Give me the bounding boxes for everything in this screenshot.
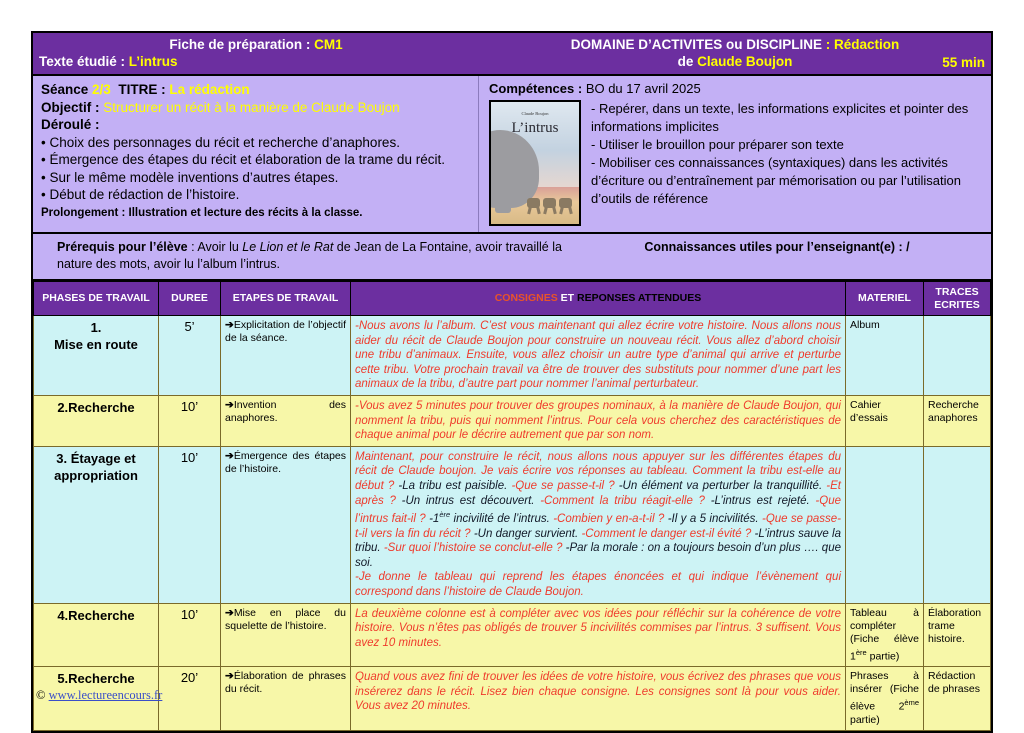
auteur-value: Claude Boujon — [697, 54, 793, 69]
table-row — [34, 667, 991, 731]
col-header-consignes — [351, 282, 846, 316]
prereq-text-2: de Jean de La Fontaine, avoir travaillé la nature des mots, avoir lu l’album l’intrus. — [57, 240, 562, 271]
texte-line — [39, 53, 473, 70]
cell-materiel: Tableau à compléter (Fiche élève 1ère partie) — [846, 603, 924, 667]
consigne-segment: -Un élément va perturber la tranquillité. — [618, 479, 827, 492]
dog-icon — [559, 198, 572, 208]
consigne-segment: -Sur quoi l’histoire se conclut-elle ? — [383, 542, 566, 555]
cell-consignes — [351, 316, 846, 396]
consigne-segment: -Que se passe-t-il vers la fin du récit ? — [355, 512, 841, 540]
cell-etape: ➔Élaboration de phrases du récit. — [221, 667, 351, 731]
sheet-header — [33, 33, 991, 76]
prereq-text-1: : Avoir lu — [187, 240, 243, 254]
domaine-line — [485, 36, 985, 53]
table-row — [34, 446, 991, 603]
footer — [36, 688, 162, 703]
cell-materiel: Album — [846, 316, 924, 396]
arrow-icon: ➔ — [225, 398, 234, 411]
dog-icon — [527, 198, 540, 208]
header-right — [479, 33, 991, 74]
competences-label: Compétences : — [489, 81, 586, 96]
consigne-segment: -Nous avons lu l’album. C’est vous maintenant qui allez écrire votre histoire. Nous allons nous aider du récit de Claude Boujon pour construire un nouveau récit. Vous allez d’abord choisir une tribu d’animaux. Ensuite, vous allez choisir un autre type d’animal qui arrive et perturbe cette tribu. Votre prochain travail va être de trouver des substituts pour nommer d’une part les animaux de la tribu, d’autre part pour nommer l’animal perturbateur. — [355, 320, 841, 391]
lesson-plan-sheet — [31, 31, 993, 733]
seance-value: 2/3 — [92, 82, 111, 97]
info-right — [479, 76, 991, 232]
deroule-item: • Sur le même modèle inventions d’autres étapes. — [41, 169, 339, 185]
deroule-label: Déroulé : — [41, 117, 100, 132]
objectif-line — [41, 99, 470, 117]
cell-phase: 1. Mise en route — [34, 316, 159, 396]
prolongement-text: Prolongement : Illustration et lecture des récits à la classe. — [41, 206, 363, 219]
cell-duree: 10’ — [159, 395, 221, 446]
header-left — [33, 33, 479, 74]
cell-trace — [924, 316, 991, 396]
domaine-label: DOMAINE D’ACTIVITES ou DISCIPLINE — [570, 37, 826, 52]
col-header-phases: PHASES DE TRAVAIL — [34, 282, 159, 316]
consigne-segment: -1ère incivilité de l’intrus. — [429, 510, 554, 525]
competences-value: BO du 17 avril 2025 — [585, 81, 701, 96]
texte-label: Texte étudié : — [39, 54, 129, 69]
cell-materiel — [846, 446, 924, 603]
table-row — [34, 603, 991, 667]
consigne-segment: -Comment le danger est-il évité ? — [581, 527, 755, 540]
prereq-italic-title: Le Lion et le Rat — [242, 240, 334, 254]
fiche-value: CM1 — [314, 37, 343, 52]
cell-trace: Recherche anaphores — [924, 395, 991, 446]
deroule-list — [41, 134, 470, 204]
competences-list — [591, 100, 983, 226]
consigne-segment: -Un intrus est découvert. — [401, 494, 541, 507]
table-row — [34, 316, 991, 396]
cell-duree: 5’ — [159, 316, 221, 396]
consigne-segment: -Il y a 5 incivilités. — [667, 512, 762, 525]
auteur-line — [485, 53, 985, 70]
cover-author: Claude Boujon — [521, 111, 549, 116]
consigne-segment: -Combien y en-a-t-il ? — [553, 512, 668, 525]
copyright-symbol: © — [36, 688, 46, 702]
cell-consignes — [351, 603, 846, 667]
deroule-item: • Émergence des étapes du récit et élaboration de la trame du récit. — [41, 152, 445, 167]
cell-consignes — [351, 446, 846, 603]
consigne-segment: -Un danger survient. — [473, 527, 582, 540]
table-body — [34, 316, 991, 731]
domaine-value: Rédaction — [834, 37, 900, 52]
seance-line — [41, 81, 470, 99]
table-row — [34, 395, 991, 446]
lesson-steps-table — [33, 281, 991, 731]
consigne-segment: -Et après ? — [355, 479, 841, 507]
arrow-icon: ➔ — [225, 670, 234, 683]
cell-materiel: Cahier d’essais — [846, 395, 924, 446]
consignes-rest-word: REPONSES ATTENDUES — [577, 292, 702, 305]
consigne-segment: -Je donne le tableau qui reprend les étapes énoncées et qui indique l’évènement qui correspond dans l’histoire de Claude Boujon. — [355, 571, 841, 598]
cell-duree: 20’ — [159, 667, 221, 731]
consignes-et-word: ET — [557, 292, 577, 305]
cell-etape: ➔Mise en place du squelette de l’histoire. — [221, 603, 351, 667]
deroule-item: • Choix des personnages du récit et recherche d’anaphores. — [41, 134, 400, 150]
competence-item: - Repérer, dans un texte, les informations explicites et pointer des informations implicites — [591, 101, 969, 134]
col-header-etapes: ETAPES DE TRAVAIL — [221, 282, 351, 316]
dog-icon — [543, 198, 556, 208]
cell-duree: 10’ — [159, 603, 221, 667]
consigne-segment: -L’intrus est rejeté. — [710, 494, 816, 507]
texte-value: L’intrus — [128, 54, 178, 69]
book-cover-image — [489, 100, 581, 226]
competence-item: - Mobiliser ces connaissances (syntaxiques) dans les activités d’écriture ou d’entraînement par mémorisation ou par l’utilisation d’outils de référence — [591, 155, 961, 206]
cell-etape: ➔Explicitation de l’objectif de la séance. — [221, 316, 351, 396]
cell-materiel: Phrases à insérer (Fiche élève 2ème partie) — [846, 667, 924, 731]
consigne-segment: -La tribu est paisible. — [398, 479, 512, 492]
consigne-segment: -Que se passe-t-il ? — [511, 479, 619, 492]
col-header-duree: DUREE — [159, 282, 221, 316]
competence-item: - Utiliser le brouillon pour préparer son texte — [591, 137, 844, 152]
teacher-knowledge-text: Connaissances utiles pour l’enseignant(e) : / — [644, 240, 910, 254]
fiche-line — [39, 36, 473, 53]
prerequisites-band — [33, 234, 991, 281]
duree-totale: 55 min — [942, 55, 985, 70]
auteur-label: de — [677, 54, 698, 69]
cell-etape: ➔Émergence des étapes de l’histoire. — [221, 446, 351, 603]
competences-body — [489, 100, 983, 226]
col-header-traces: TRACES ECRITES — [924, 282, 991, 316]
objectif-label: Objectif : — [41, 99, 104, 115]
cell-trace — [924, 446, 991, 603]
consigne-segment: Quand vous avez fini de trouver les idées de votre histoire, vous écrivez des phrases que vous insérerez dans le récit. Lisez bien chaque consigne. Les consignes sont là pour vous aider. Vous avez 20 minutes. — [355, 671, 841, 713]
titre-value: La rédaction — [169, 82, 250, 97]
domaine-sep: : — [825, 37, 834, 52]
objectif-value: Structurer un récit à la manière de Claude Boujon — [103, 99, 400, 115]
info-left — [33, 76, 479, 232]
seance-label: Séance — [41, 82, 93, 97]
consigne-segment: -Comment la tribu réagit-elle ? — [540, 494, 711, 507]
cell-consignes — [351, 395, 846, 446]
cell-trace: Élaboration trame histoire. — [924, 603, 991, 667]
cell-phase: 4.Recherche — [34, 603, 159, 667]
col-header-materiel: MATERIEL — [846, 282, 924, 316]
fiche-label: Fiche de préparation : — [169, 37, 315, 52]
cell-phase: 3. Étayage et appropriation — [34, 446, 159, 603]
deroule-item: • Début de rédaction de l’histoire. — [41, 187, 240, 202]
cell-consignes — [351, 667, 846, 731]
cell-phase: 5.Recherche — [34, 667, 159, 731]
cover-title: L’intrus — [511, 120, 559, 136]
prereq-label: Prérequis pour l’élève — [57, 240, 188, 254]
consigne-segment: -L’intrus sauve la tribu. — [355, 527, 842, 555]
cell-etape: ➔Invention des anaphores. — [221, 395, 351, 446]
cell-trace: Rédaction de phrases — [924, 667, 991, 731]
competences-title — [489, 81, 983, 96]
arrow-icon: ➔ — [225, 606, 234, 619]
consignes-word: CONSIGNES — [494, 292, 558, 305]
consigne-segment: Maintenant, pour construire le récit, nous allons nous appuyer sur les différentes étapes du récit de Claude boujon. Je vais écrire vos réponses au tableau. Comment la tribu est-elle au début ? — [355, 450, 841, 492]
prerequisites-text — [39, 239, 569, 273]
arrow-icon: ➔ — [225, 319, 234, 331]
cell-duree: 10’ — [159, 446, 221, 603]
website-link[interactable]: www.lectureencours.fr — [48, 688, 163, 702]
consigne-segment: -Que l’intrus fait-il ? — [355, 494, 841, 525]
consigne-segment: -Par la morale : on a toujours besoin d’un plus …. que soi. — [355, 542, 841, 569]
consigne-segment: -Vous avez 5 minutes pour trouver des groupes nominaux, à la manière de Claude Boujon, qui nomment la tribu, puis qui nomment l’intrus. Pour cela vous cherchez des caractéristiques de chaque animal pour le décrire autrement que par son nom. — [355, 399, 841, 442]
info-band — [33, 76, 991, 234]
cell-phase: 2.Recherche — [34, 395, 159, 446]
arrow-icon: ➔ — [225, 449, 234, 462]
consigne-segment: La deuxième colonne est à compléter avec vos idées pour réfléchir sur la cohérence de votre histoire. Vous n’êtes pas obligés de trouver 5 incivilités commises par l’intrus. 3 suffisent. Vous avez 10 minutes. — [355, 607, 841, 649]
table-header-row — [34, 282, 991, 316]
titre-label: TITRE : — [118, 82, 170, 97]
elephant-leg-icon — [495, 193, 511, 213]
